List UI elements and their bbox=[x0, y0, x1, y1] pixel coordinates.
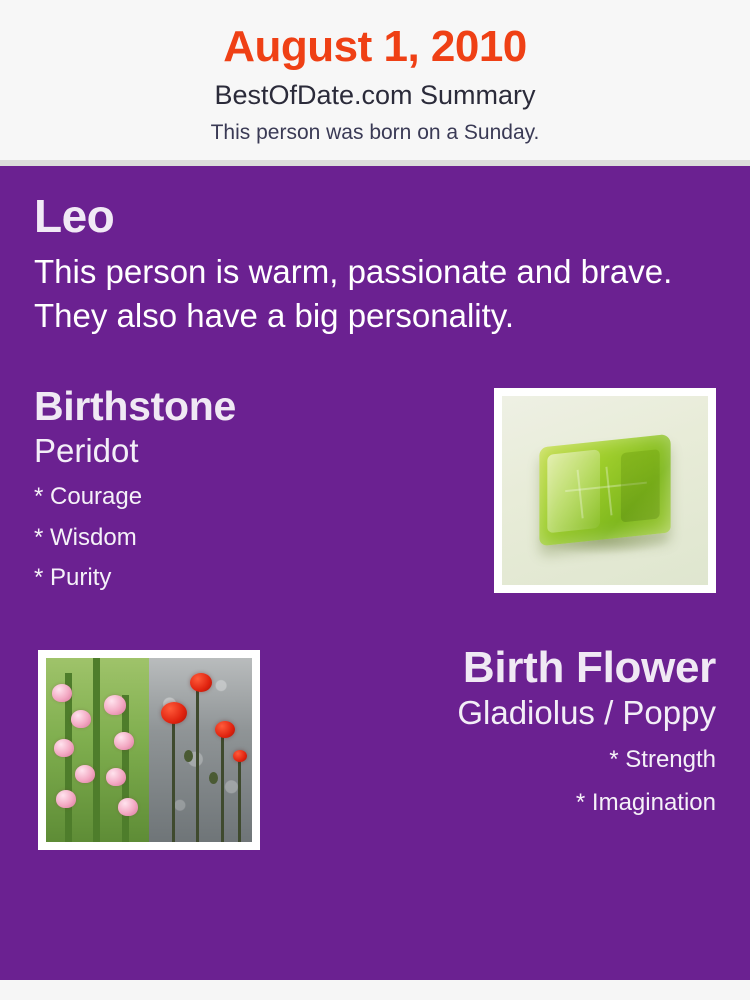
birthstone-heading: Birthstone bbox=[34, 383, 237, 430]
birthstone-name: Peridot bbox=[34, 432, 139, 470]
gladiolus-blossom bbox=[71, 710, 91, 728]
birth-flower-text-block bbox=[284, 644, 716, 816]
zodiac-section bbox=[34, 189, 716, 338]
birth-flower-name: Gladiolus / Poppy bbox=[457, 693, 716, 731]
card-header bbox=[0, 0, 750, 160]
zodiac-sign-heading: Leo bbox=[34, 189, 115, 242]
flower-stalk bbox=[122, 695, 129, 842]
poppy-stem bbox=[221, 732, 224, 842]
gem-facet-line bbox=[605, 467, 612, 516]
poppy-photo-half bbox=[149, 658, 252, 842]
poppy-stem bbox=[172, 713, 175, 842]
gladiolus-blossom bbox=[106, 768, 126, 786]
poppy-bud bbox=[209, 772, 218, 784]
page-title: August 1, 2010 bbox=[223, 22, 527, 71]
birth-flower-trait: * Imagination bbox=[575, 788, 716, 816]
gladiolus-blossom bbox=[54, 739, 74, 757]
birthstone-trait: * Purity bbox=[34, 564, 112, 591]
flower-stalk bbox=[93, 658, 100, 842]
poppy-stem bbox=[238, 757, 241, 842]
poppy-bloom bbox=[161, 702, 187, 724]
gladiolus-and-poppy-image bbox=[46, 658, 252, 842]
birth-flower-section bbox=[34, 644, 716, 854]
gem-facet-line bbox=[576, 470, 583, 519]
birth-day-note: This person was born on a Sunday. bbox=[210, 120, 540, 144]
gladiolus-blossom bbox=[52, 684, 72, 702]
poppy-bloom bbox=[233, 750, 247, 762]
birthstone-image-frame bbox=[494, 388, 716, 593]
zodiac-description: This person is warm, passionate and brave. They also have a big personality. bbox=[34, 253, 673, 335]
birth-flower-heading: Birth Flower bbox=[462, 643, 716, 693]
peridot-gemstone-image bbox=[502, 396, 708, 585]
site-summary-label: BestOfDate.com Summary bbox=[214, 80, 536, 111]
gladiolus-photo-half bbox=[46, 658, 149, 842]
gladiolus-blossom bbox=[118, 798, 138, 816]
poppy-bloom bbox=[215, 721, 235, 738]
birth-flower-image-frame bbox=[38, 650, 260, 850]
birthstone-trait: * Wisdom bbox=[34, 523, 137, 551]
gladiolus-blossom bbox=[114, 732, 134, 750]
birthstone-trait: * Courage bbox=[34, 483, 143, 511]
birthstone-section bbox=[34, 384, 716, 614]
birth-flower-trait: * Strength bbox=[609, 746, 716, 774]
poppy-stem bbox=[196, 684, 199, 842]
gladiolus-blossom bbox=[56, 790, 76, 808]
gladiolus-blossom bbox=[104, 695, 126, 715]
poppy-bloom bbox=[190, 673, 212, 692]
poppy-bud bbox=[184, 750, 193, 762]
details-panel bbox=[0, 166, 750, 980]
gem-shape bbox=[539, 434, 670, 547]
gladiolus-blossom bbox=[75, 765, 95, 783]
birthstone-text-block bbox=[34, 384, 464, 591]
